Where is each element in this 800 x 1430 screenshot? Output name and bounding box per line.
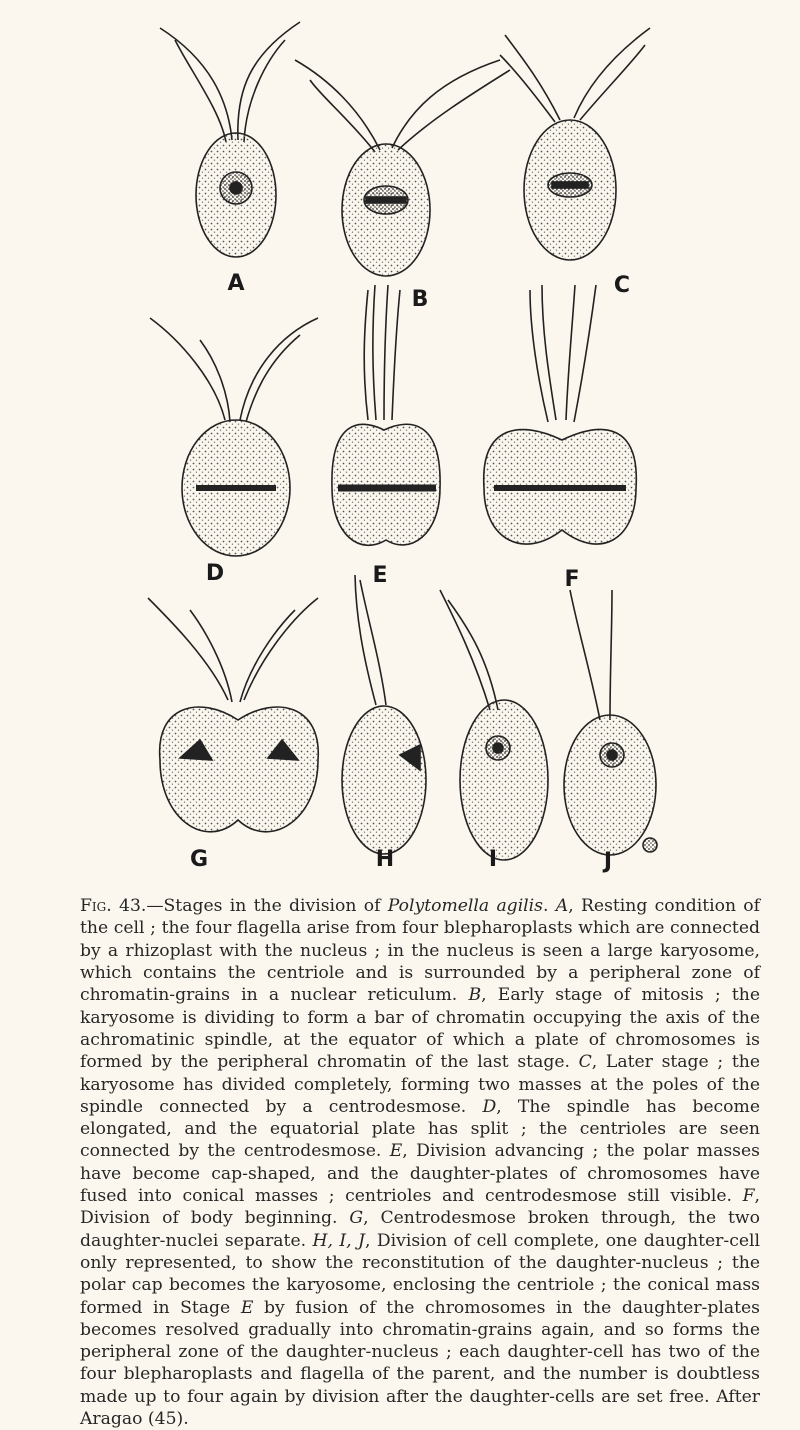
segment-text: , The spindle has become elongated, and the equatorial plate has split ; the centrioles are seen connected by the centrodesmose. [80, 1096, 760, 1162]
segment-label: A [555, 896, 569, 917]
panel-label-i: I [488, 847, 498, 872]
segment-label: C [578, 1052, 592, 1073]
flagella [150, 318, 318, 422]
panel-h [342, 575, 426, 854]
flagella [148, 598, 318, 702]
panel-d [150, 318, 318, 556]
segment-text: , Centrodesmose broken through, the two daughter-nuclei separate. [80, 1208, 760, 1251]
segment-label: D [482, 1096, 497, 1117]
panel-e [332, 285, 440, 545]
figure-number: Fig. 43. [80, 896, 147, 917]
panel-label-b: B [411, 287, 429, 312]
fragment [643, 838, 657, 852]
panel-a [160, 22, 300, 257]
cell-body [460, 700, 548, 860]
segment-label: H, I, J [312, 1230, 365, 1251]
flagella [295, 60, 510, 152]
flagella [440, 590, 498, 710]
karyosome [493, 743, 503, 753]
panel-label-d: D [205, 561, 225, 586]
panel-label-j: J [603, 849, 613, 874]
segment-text: , Early stage of mitosis ; the karyosome is dividing to form a bar of chromatin occupying the axis of the achromatinic spindle, at the equator of which a plate of chromosomes is formed by the peripheral chromatin of the last stage. [80, 985, 761, 1073]
segment-text: , Division of cell complete, one daughter-cell only represented, to show the reconstitution of the daughter-nucleus ; the polar cap becomes the karyosome, enclosing the centriole ; the conical mass formed in Stage [80, 1230, 760, 1318]
panel-label-c: C [613, 273, 631, 298]
karyosome [230, 182, 242, 194]
panel-label-g: G [189, 847, 209, 872]
panel-c [500, 28, 650, 260]
panel-label-e: E [372, 563, 388, 588]
segment-label: E [389, 1141, 403, 1162]
segment-label: G [349, 1208, 364, 1229]
segment-text: by fusion of the chromosomes in the daughter-plates becomes resolved gradually into chromatin-grains again, and so forms the peripheral zone of the daughter-nucleus ; each daughter-cell has two of the four blepharoplasts and flagella of the parent, and the number is doubtless made up to four again by division after the daughter-cells are set free. After Aragao (45). [80, 1297, 760, 1430]
panel-label-f: F [564, 567, 580, 592]
panel-i [440, 590, 548, 860]
panel-f [484, 285, 637, 544]
panel-label-h: H [375, 847, 395, 872]
segment-text: , Later stage ; the karyosome has divided completely, forming two masses at the poles of the spindle connected by a centrodesmose. [80, 1052, 760, 1117]
flagella [160, 22, 300, 142]
cell-body [160, 707, 319, 832]
segment-text: , Division advancing ; the polar masses have become cap-shaped, and the daughter-plates of chromosomes have fused into conical masses ; centrioles and centrodesmose still visible. [80, 1141, 760, 1207]
species-name: Polytomella agilis [387, 896, 544, 917]
spindle [552, 182, 588, 188]
segment-label: F [742, 1186, 755, 1207]
segment-label: E [240, 1297, 254, 1318]
panel-j [564, 590, 657, 855]
cell-body [564, 715, 656, 855]
flagella [355, 575, 386, 705]
cell-body [342, 706, 426, 854]
panel-g [148, 598, 318, 832]
segment-text: , Resting condition of the cell ; the four flagella arise from four blepharoplasts which are connected by a rhizoplast with the nucleus ; in the nucleus is seen a large karyosome, which contains the centriole and is surrounded by a peripheral zone of chromatin-grains in a nuclear reticulum. [80, 896, 761, 1006]
karyosome [607, 750, 617, 760]
figure-caption: Fig. 43.—Stages in the division of Polytomella agilis. A, Resting condition of the cell ; the four flagella arise from four blepharoplasts which are connected by a rhizoplast with the nucleus ; in the nucleus is seen a large karyosome, which contains the centriole and is surrounded by a peripheral zone of chromatin-grains in a nuclear reticulum. B, Early stage of mitosis ; the karyosome is dividing to form a bar of chromatin occupying the axis of the achromatinic spindle, at the equator of which a plate of chromosomes is formed by the peripheral chromatin of the last stage. C, Later stage ; the karyosome has divided completely, forming two masses at the poles of the spindle connected by a centrodesmose. D, The spindle has become elongated, and the equatorial plate has split ; the centrioles are seen connected by the centrodesmose. E, Division advancing ; the polar masses have become cap-shaped, and the daughter-plates of chromosomes have fused into conical masses ; centrioles and centrodesmose still visible. F, Division of body beginning. G, Centrodesmose broken through, the two daughter-nuclei separate. H, I, J, Division of cell complete, one daughter-cell only represented, to show the reconstitution of the daughter-nucleus ; the polar cap becomes the karyosome, enclosing the centriole ; the conical mass formed in Stage E by fusion of the chromosomes in the daughter-plates becomes resolved gradually into chromatin-grains again, and so forms the peripheral zone of the daughter-nucleus ; each daughter-cell has two of the four blepharoplasts and flagella of the parent, and the number is doubtless made up to four again by division after the daughter-cells are set free. After Aragao (45). [80, 896, 761, 1430]
flagella [570, 590, 612, 720]
segment-label: B [468, 985, 482, 1006]
flagella [530, 285, 596, 422]
segment-text: , Division of body beginning. [80, 1186, 760, 1229]
caption-lead: —Stages in the division of [146, 896, 388, 917]
panel-b [295, 60, 510, 276]
panel-label-a: A [227, 271, 245, 296]
flagella [500, 28, 650, 122]
chromatin-bar [366, 197, 406, 203]
flagella [364, 285, 400, 420]
